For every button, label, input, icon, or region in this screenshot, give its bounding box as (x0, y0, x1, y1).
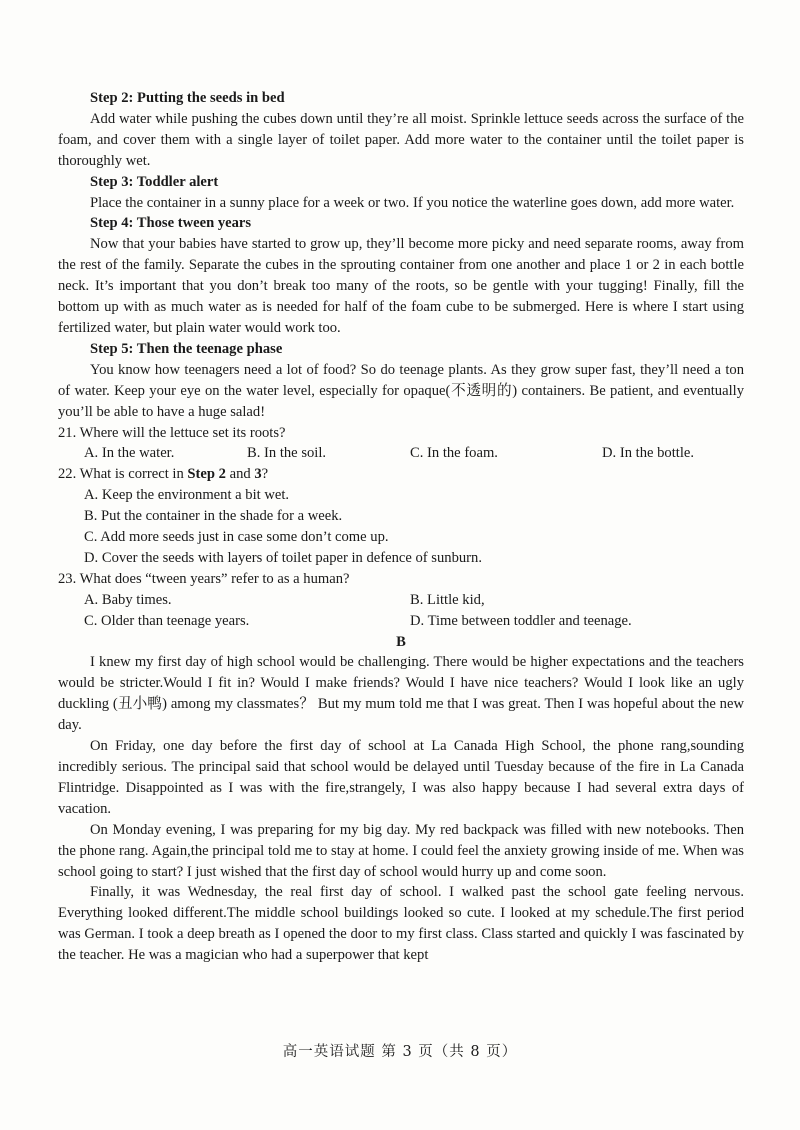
option-d: D. In the bottle. (602, 445, 695, 462)
option-d: D. Cover the seeds with layers of toilet paper in defence of sunburn. (84, 549, 482, 566)
step4-heading: Step 4: Those tween years (90, 215, 252, 232)
option-a: A. Baby times. (84, 591, 172, 608)
stem-text: ? (261, 466, 269, 483)
step3-text: Place the container in a sunny place for a week or two. If you notice the waterline goes down, add more water. (90, 194, 735, 211)
option-d: D. Time between toddler and teenage. (410, 612, 632, 629)
passage-b-paragraph: On Monday evening, I was preparing for my big day. My red backpack was filled with new notebooks. Then the phone rang. Again,the principal told me to stay at home. I could feel the anxiety growing inside of me. When was school going to start? I just wished that the first day of school would hurry up and come soon. (58, 821, 744, 880)
stem-bold: Step 2 (187, 466, 226, 483)
option-c: C. Add more seeds just in case some don’t come up. (84, 529, 389, 546)
option-c: C. Older than teenage years. (84, 612, 250, 629)
option-a: A. Keep the environment a bit wet. (84, 487, 290, 504)
stem-bold: 3 (254, 466, 262, 483)
question-23-options-row1 (58, 590, 744, 611)
question-23-stem: 23. What does “tween years” refer to as a human? (58, 570, 350, 587)
option-a: A. In the water. (84, 445, 175, 462)
option-c: C. In the foam. (410, 445, 498, 462)
step2-heading: Step 2: Putting the seeds in bed (90, 90, 285, 106)
step5-text: You know how teenagers need a lot of food? So do teenage plants. As they grow super fast, they’ll need a ton of water. Keep your eye on the water level, especially for opaque(不透明的) containers. Be patient, and eventually you’ll be able to have a huge salad! (58, 361, 744, 420)
passage-b-paragraph: On Friday, one day before the first day of school at La Canada High School, the phone rang,sounding incredibly serious. The principal said that school would be delayed until Tuesday because of the fire in La Canada Flintridge. Disappointed as I was with the fire,strangely, I was also happy because I had several extra days of vacation. (58, 738, 744, 817)
step2-text: Add water while pushing the cubes down until they’re all moist. Sprinkle lettuce seeds across the surface of the foam, and cover them with a single layer of toilet paper. Add more water to the container until the toilet paper is thoroughly wet. (58, 110, 744, 169)
step4-text: Now that your babies have started to grow up, they’ll become more picky and need separate rooms, away from the rest of the family. Separate the cubes in the sprouting container from one another and place 1 or 2 in each bottle neck. It’s important that you don’t break too many of the roots, so be gentle with your tugging! Finally, fill the bottom up with as much water as is needed for half of the foam cube to be submerged. Here is where I start using fertilized water, but plain water would work too. (58, 236, 744, 336)
option-b: B. Put the container in the shade for a week. (84, 508, 343, 525)
option-b: B. In the soil. (247, 445, 327, 462)
stem-text: and (225, 466, 255, 483)
question-23-options-row2 (58, 611, 744, 632)
question-21-stem: 21. Where will the lettuce set its roots? (58, 424, 286, 441)
step5-heading: Step 5: Then the teenage phase (90, 340, 283, 357)
page-footer: 高一英语试题 第 3 页（共 8 页） (282, 1044, 518, 1060)
option-b: B. Little kid, (410, 591, 485, 608)
question-21-options (58, 443, 744, 464)
question-22-stem (58, 464, 744, 485)
section-b-heading: B (396, 633, 406, 650)
exam-page (58, 88, 744, 966)
stem-text: 22. What is correct in (58, 466, 188, 483)
step3-heading: Step 3: Toddler alert (90, 173, 219, 190)
passage-b-paragraph: I knew my first day of high school would be challenging. There would be higher expectations and the teachers would be stricter.Would I fit in? Would I make friends? Would I have nice teachers? Would I look like an ugly duckling (丑小鸭) among my classmates？ But my mum told me that I was great. Then I was hopeful about the new day. (58, 654, 744, 734)
passage-b-paragraph: Finally, it was Wednesday, the real first day of school. I walked past the school gate feeling nervous. Everything looked different.The middle school buildings looked so cute. I looked at my schedule.The first period was German. I took a deep breath as I opened the door to my first class. Class started and quickly I was fascinated by the teacher. He was a magician who had a superpower that kept (58, 884, 744, 964)
